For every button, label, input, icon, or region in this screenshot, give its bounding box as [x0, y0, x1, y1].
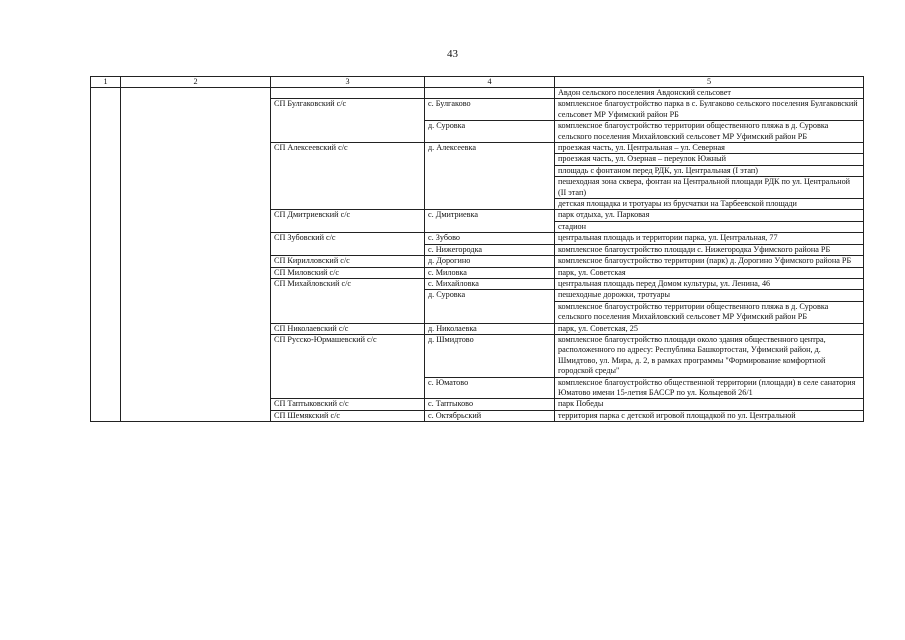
locality-cell: с. Дмитриевка	[425, 210, 555, 233]
locality-cell: с. Юматово	[425, 377, 555, 399]
column-number: 4	[425, 77, 555, 88]
object-cell: стадион	[555, 221, 864, 232]
object-cell: проезжая часть, ул. Озерная – переулок Южный	[555, 154, 864, 165]
column-number: 1	[91, 77, 121, 88]
object-cell: комплексное благоустройство площади около здания общественного центра, расположенного по адресу: Республика Башкортостан, Уфимский район, д. Шмидтово, ул. Мира, д. 2, в рамках программы "Формирование комфортной городской среды"	[555, 334, 864, 377]
object-cell: комплексное благоустройство территории общественного пляжа в д. Суровка сельского поселения Михайловский сельсовет МР Уфимский район РБ	[555, 301, 864, 323]
settlement-cell: СП Таптыковский с/с	[271, 399, 425, 410]
object-cell: комплексное благоустройство парка в с. Булгаково сельского поселения Булгаковский сельсовет МР Уфимский район РБ	[555, 99, 864, 121]
locality-cell: с. Зубово	[425, 233, 555, 244]
column-number: 2	[121, 77, 271, 88]
object-cell: площадь с фонтаном перед РДК, ул. Центральная (I этап)	[555, 165, 864, 176]
settlement-cell	[271, 88, 425, 99]
object-cell: парк, ул. Советская	[555, 267, 864, 278]
table-row	[91, 88, 864, 99]
settlement-cell: СП Дмитриевский с/с	[271, 210, 425, 233]
settlement-cell: СП Миловский с/с	[271, 267, 425, 278]
locality-cell: с. Булгаково	[425, 99, 555, 121]
settlement-cell: СП Зубовский с/с	[271, 233, 425, 256]
row-number-cell	[91, 88, 121, 422]
locality-cell	[425, 88, 555, 99]
object-cell: детская площадка и тротуары из брусчатки на Тарбеевской площади	[555, 199, 864, 210]
locality-cell: д. Дорогино	[425, 256, 555, 267]
column-number-row	[91, 77, 864, 88]
settlement-cell: СП Булгаковский с/с	[271, 99, 425, 143]
object-cell: пешеходные дорожки, тротуары	[555, 290, 864, 301]
column-number: 5	[555, 77, 864, 88]
settlement-cell: СП Шемякский с/с	[271, 410, 425, 421]
settlement-cell: СП Русско-Юрмашевский с/с	[271, 334, 425, 398]
object-cell: центральная площадь и территории парка, ул. Центральная, 77	[555, 233, 864, 244]
locality-cell: с. Октябрьский	[425, 410, 555, 421]
settlement-cell: СП Кирилловский с/с	[271, 256, 425, 267]
objects-table	[90, 76, 864, 422]
object-cell: комплексное благоустройство территории общественного пляжа в д. Суровка сельского поселения Михайловский сельсовет МР Уфимский район РБ	[555, 121, 864, 143]
settlement-cell: СП Николаевский с/с	[271, 323, 425, 334]
object-cell: комплексное благоустройство общественной территории (площади) в селе санатория Юматово имени 15-летия БАССР по ул. Кольцевой 26/1	[555, 377, 864, 399]
locality-cell: с. Нижегородка	[425, 244, 555, 255]
locality-cell: д. Суровка	[425, 121, 555, 143]
settlement-cell: СП Алексеевский с/с	[271, 143, 425, 210]
locality-cell: д. Алексеевка	[425, 143, 555, 210]
object-cell: территория парка с детской игровой площадкой по ул. Центральной	[555, 410, 864, 421]
table-body	[91, 88, 864, 422]
district-cell	[121, 88, 271, 422]
object-cell: парк, ул. Советская, 25	[555, 323, 864, 334]
object-cell: парк Победы	[555, 399, 864, 410]
locality-cell: д. Николаевка	[425, 323, 555, 334]
column-number: 3	[271, 77, 425, 88]
object-cell: парк отдыха, ул. Парковая	[555, 210, 864, 221]
locality-cell: с. Таптыково	[425, 399, 555, 410]
object-cell: комплексное благоустройство территории (парк) д. Дорогино Уфимского района РБ	[555, 256, 864, 267]
locality-cell: с. Миловка	[425, 267, 555, 278]
locality-cell: д. Шмидтово	[425, 334, 555, 377]
locality-cell: с. Михайловка	[425, 278, 555, 289]
settlement-cell: СП Михайловский с/с	[271, 278, 425, 323]
table-header	[91, 77, 864, 88]
locality-cell: д. Суровка	[425, 290, 555, 323]
object-cell: центральная площадь перед Домом культуры, ул. Ленина, 46	[555, 278, 864, 289]
page-number: 43	[447, 48, 458, 60]
object-cell: Авдон сельского поселения Авдонский сельсовет	[555, 88, 864, 99]
object-cell: комплексное благоустройство площади с. Нижегородка Уфимского района РБ	[555, 244, 864, 255]
object-cell: проезжая часть, ул. Центральная – ул. Северная	[555, 143, 864, 154]
object-cell: пешеходная зона сквера, фонтан на Центральной площади РДК по ул. Центральной (II этап)	[555, 177, 864, 199]
